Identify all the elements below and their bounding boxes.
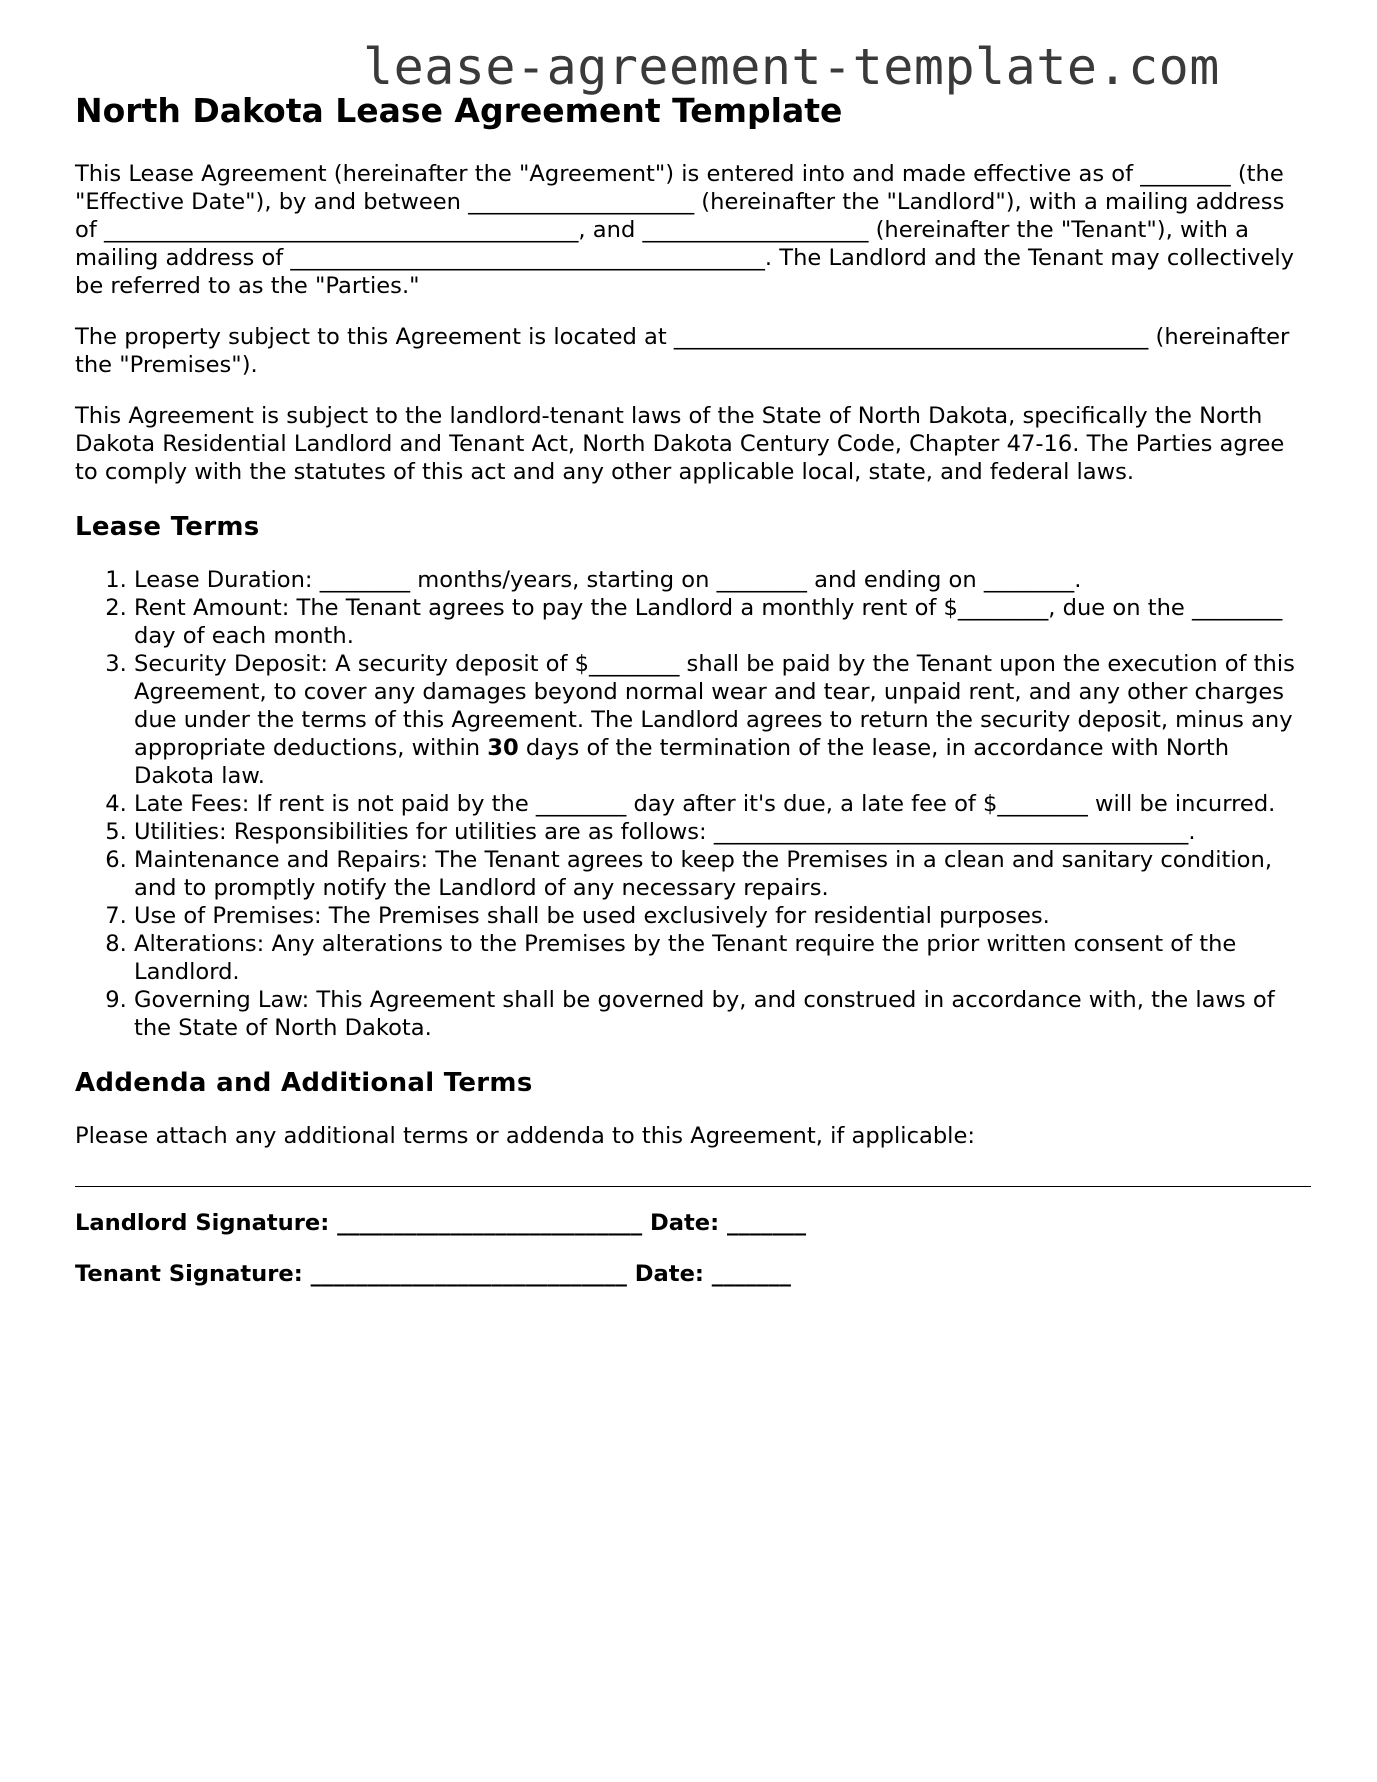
addenda-blank-line bbox=[75, 1186, 1311, 1187]
intro-paragraph-premises: The property subject to this Agreement is located at __________________________________________ (hereinafter the "Premises"). bbox=[75, 324, 1290, 378]
security-deposit-text-end: days of the termination of the lease, in accordance with North Dakota law. bbox=[134, 735, 1230, 789]
tenant-signature-line: Tenant Signature: ____________________________ Date: _______ bbox=[75, 1261, 791, 1287]
landlord-signature-line: Landlord Signature: ___________________________ Date: _______ bbox=[75, 1210, 807, 1236]
list-item-governing-law: 9. Governing Law: This Agreement shall be governed by, and construed in accordance with, the laws of the State of North Dakota. bbox=[134, 986, 1311, 1042]
list-item-security-deposit bbox=[134, 650, 1311, 790]
list-item-utilities: 5. Utilities: Responsibilities for utilities are as follows: __________________________________________. bbox=[134, 818, 1311, 846]
list-item-lease-duration: 1. Lease Duration: ________ months/years, starting on ________ and ending on ________. bbox=[134, 566, 1311, 594]
lease-terms-list bbox=[75, 566, 1311, 1042]
list-item-rent-amount: 2. Rent Amount: The Tenant agrees to pay the Landlord a monthly rent of $________, due on the ________ day of each month. bbox=[134, 594, 1311, 650]
intro-paragraph-laws: This Agreement is subject to the landlord-tenant laws of the State of North Dakota, specifically the North Dakota Residential Landlord and Tenant Act, North Dakota Century Code, Chapter 47-16. The Parties agree to comply with the statutes of this act and any other applicable local, state, and federal laws. bbox=[75, 403, 1285, 485]
security-deposit-days: 30 bbox=[487, 735, 519, 761]
list-item-use-of-premises: 7. Use of Premises: The Premises shall be used exclusively for residential purposes. bbox=[134, 902, 1311, 930]
intro-paragraph-parties: This Lease Agreement (hereinafter the "Agreement") is entered into and made effective as of ________ (the "Effective Date"), by and between ____________________ (hereinafter the "Landlord"), with a mailing address of __________________________________________, and ____________________ (hereinafter the "Tenant"), with a mailing address of __________________________________________. The Landlord and the Tenant may collectively be referred to as the "Parties." bbox=[75, 161, 1295, 299]
list-item-maintenance: 6. Maintenance and Repairs: The Tenant agrees to keep the Premises in a clean and sanitary condition, and to promptly notify the Landlord of any necessary repairs. bbox=[134, 846, 1311, 902]
addenda-text: Please attach any additional terms or addenda to this Agreement, if applicable: bbox=[75, 1123, 975, 1149]
document-page bbox=[75, 90, 1311, 1288]
addenda-heading: Addenda and Additional Terms bbox=[75, 1068, 533, 1098]
watermark: lease-agreement-template.com bbox=[363, 38, 1220, 96]
list-item-late-fees: 4. Late Fees: If rent is not paid by the ________ day after it's due, a late fee of $________ will be incurred. bbox=[134, 790, 1311, 818]
document-title: North Dakota Lease Agreement Template bbox=[75, 91, 843, 130]
security-deposit-text: Security Deposit: A security deposit of $________ shall be paid by the Tenant upon the execution of this Agreement, to cover any damages beyond normal wear and tear, unpaid rent, and any other charges due under the terms of this Agreement. The Landlord agrees to return the security deposit, minus any appropriate deductions, within bbox=[134, 651, 1295, 761]
list-item-alterations: 8. Alterations: Any alterations to the Premises by the Tenant require the prior written consent of the Landlord. bbox=[134, 930, 1311, 986]
lease-terms-heading: Lease Terms bbox=[75, 512, 260, 542]
